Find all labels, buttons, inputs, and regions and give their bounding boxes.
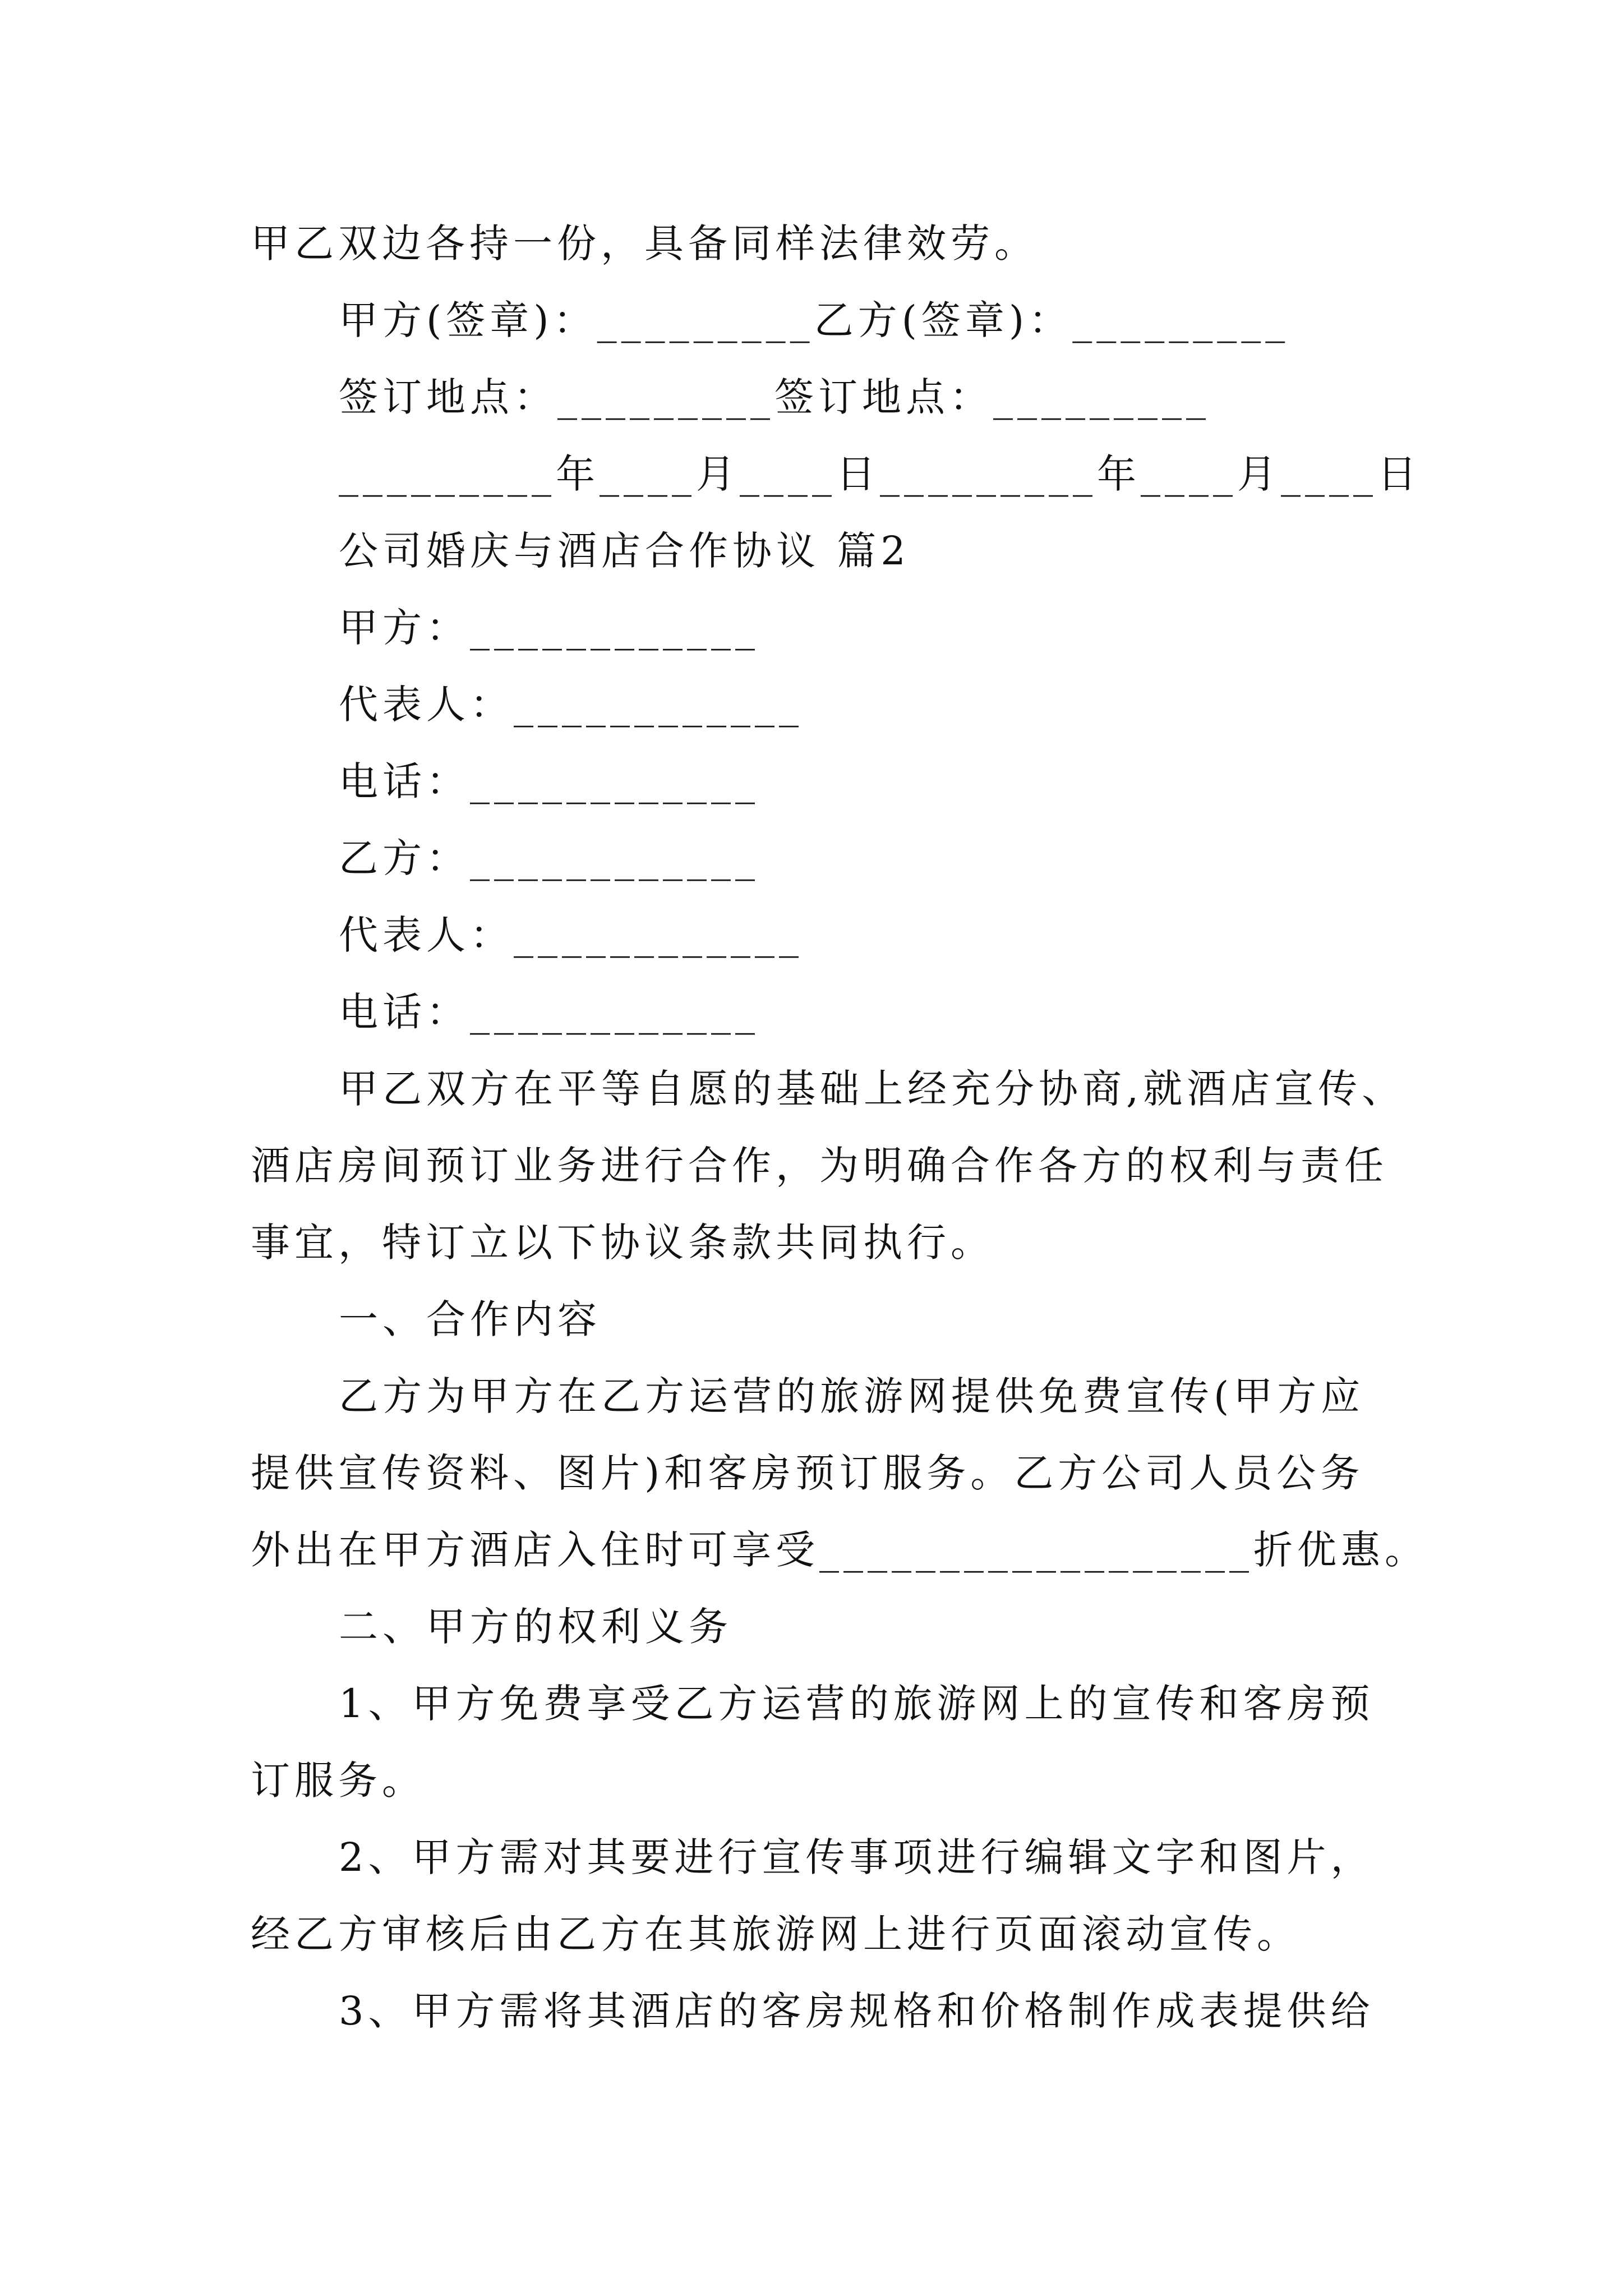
party-b-representative-field: 代表人：____________ [339,912,803,958]
signature-line: 甲方(签章)：_________乙方(签章)：_________ [339,297,1290,343]
party-a-field: 甲方：____________ [339,605,759,651]
section-title: 公司婚庆与酒店合作协议 篇2 [339,528,910,574]
signing-place-line: 签订地点：_________签订地点：_________ [339,374,1210,420]
document-line: 经乙方审核后由乙方在其旅游网上进行页面滚动宣传。 [251,1911,1301,1957]
document-line: 3、甲方需将其酒店的客房规格和价格制作成表提供给 [339,1988,1375,2034]
document-line: 订服务。 [251,1757,426,1803]
signing-date-line: _________年____月____日_________年____月____日 [339,451,1421,497]
party-b-field: 乙方：____________ [339,835,759,881]
document-body [251,205,1541,2050]
document-line: 外出在甲方酒店入住时可享受__________________折优惠。 [251,1527,1428,1573]
document-line: 酒店房间预订业务进行合作，为明确合作各方的权利与责任 [251,1143,1388,1189]
document-line: 2、甲方需对其要进行宣传事项进行编辑文字和图片， [339,1834,1375,1880]
party-b-phone-field: 电话：____________ [339,989,759,1035]
party-a-representative-field: 代表人：____________ [339,682,803,728]
document-line: 甲乙双边各持一份，具备同样法律效劳。 [251,220,1038,266]
document-line: 乙方为甲方在乙方运营的旅游网提供免费宣传(甲方应 [339,1373,1365,1419]
clause-heading: 一、合作内容 [339,1296,601,1342]
document-line: 事宜，特订立以下协议条款共同执行。 [251,1220,994,1266]
document-line: 提供宣传资料、图片)和客房预订服务。乙方公司人员公务 [251,1450,1364,1496]
clause-heading: 二、甲方的权利义务 [339,1604,732,1650]
party-a-phone-field: 电话：____________ [339,758,759,804]
document-line: 1、甲方免费享受乙方运营的旅游网上的宣传和客房预 [339,1681,1375,1727]
document-line: 甲乙双方在平等自愿的基础上经充分协商,就酒店宣传、 [339,1066,1406,1112]
